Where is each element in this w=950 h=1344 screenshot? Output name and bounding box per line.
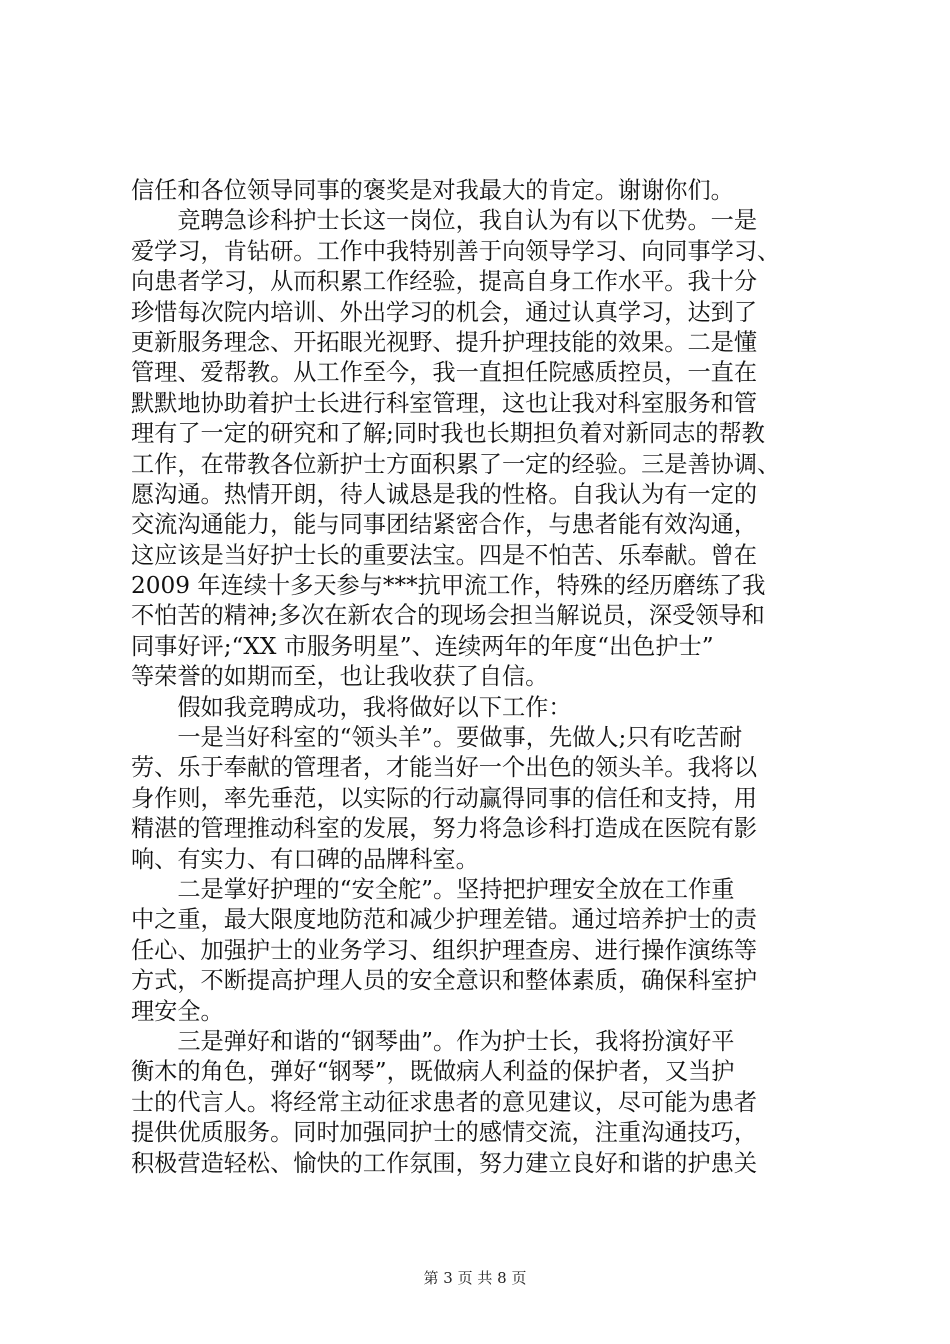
page-number: 第 3 页 共 8 页 [423,1269,527,1287]
text-line: 竞聘急诊科护士长这一岗位，我自认为有以下优势。一是 [131,207,758,235]
text-line: 理安全。 [131,997,224,1025]
text-line: 假如我竞聘成功，我将做好以下工作： [131,693,572,721]
text-line: 方式，不断提高护理人员的安全意识和整体素质，确保科室护 [131,967,758,995]
text-line: 响、有实力、有口碑的品牌科室。 [131,845,479,873]
text-line: 任心、加强护士的业务学习、组织护理查房、进行操作演练等 [131,936,758,964]
text-line: 三是弹好和谐的“钢琴曲”。作为护士长，我将扮演好平 [131,1027,735,1055]
text-line: 中之重，最大限度地防范和减少护理差错。通过培养护士的责 [131,906,758,934]
text-line: 向患者学习，从而积累工作经验，提高自身工作水平。我十分 [131,268,758,296]
text-line: 交流沟通能力，能与同事团结紧密合作，与患者能有效沟通， [131,511,758,539]
text-line: 更新服务理念、开拓眼光视野、提升护理技能的效果。二是懂 [131,328,758,356]
text-line: 默默地协助着护士长进行科室管理，这也让我对科室服务和管 [131,389,758,417]
text-line: 信任和各位领导同事的褒奖是对我最大的肯定。谢谢你们。 [131,177,734,204]
page-footer [0,1268,950,1288]
text-line: 二是掌好护理的“安全舵”。坚持把护理安全放在工作重 [131,875,735,903]
text-line: 工作，在带教各位新护士方面积累了一定的经验。三是善协调、 [131,450,781,478]
text-line: 劳、乐于奉献的管理者，才能当好一个出色的领头羊。我将以 [131,754,758,782]
text-line: 珍惜每次院内培训、外出学习的机会，通过认真学习，达到了 [131,298,758,326]
text-line: 精湛的管理推动科室的发展，努力将急诊科打造成在医院有影 [131,815,758,843]
text-line: 同事好评;“XX 市服务明星”、连续两年的年度“出色护士” [131,632,714,660]
body-text [131,176,831,1179]
text-line: 管理、爱帮教。从工作至今，我一直担任院感质控员，一直在 [131,359,758,387]
text-line: 爱学习，肯钻研。工作中我特别善于向领导学习、向同事学习、 [131,237,781,265]
text-line: 提供优质服务。同时加强同护士的感情交流，注重沟通技巧， [131,1119,758,1147]
text-line: 这应该是当好护士长的重要法宝。四是不怕苦、乐奉献。曾在 [131,541,758,569]
text-line: 身作则，率先垂范，以实际的行动赢得同事的信任和支持，用 [131,784,758,812]
text-line: 一是当好科室的“领头羊”。要做事，先做人;只有吃苦耐 [131,724,743,752]
text-line: 愿沟通。热情开朗，待人诚恳是我的性格。自我认为有一定的 [131,480,758,508]
text-line: 士的代言人。将经常主动征求患者的意见建议，尽可能为患者 [131,1088,758,1116]
text-line: 积极营造轻松、愉快的工作氛围，努力建立良好和谐的护患关 [131,1149,758,1177]
text-line: 等荣誉的如期而至，也让我收获了自信。 [131,663,549,691]
text-line: 不怕苦的精神;多次在新农合的现场会担当解说员，深受领导和 [131,602,765,630]
text-line: 理有了一定的研究和了解;同时我也长期担负着对新同志的帮教 [131,420,765,448]
text-line: 衡木的角色，弹好“钢琴”，既做病人利益的保护者，又当护 [131,1058,735,1086]
text-line: 2009 年连续十多天参与***抗甲流工作，特殊的经历磨练了我 [131,572,766,600]
